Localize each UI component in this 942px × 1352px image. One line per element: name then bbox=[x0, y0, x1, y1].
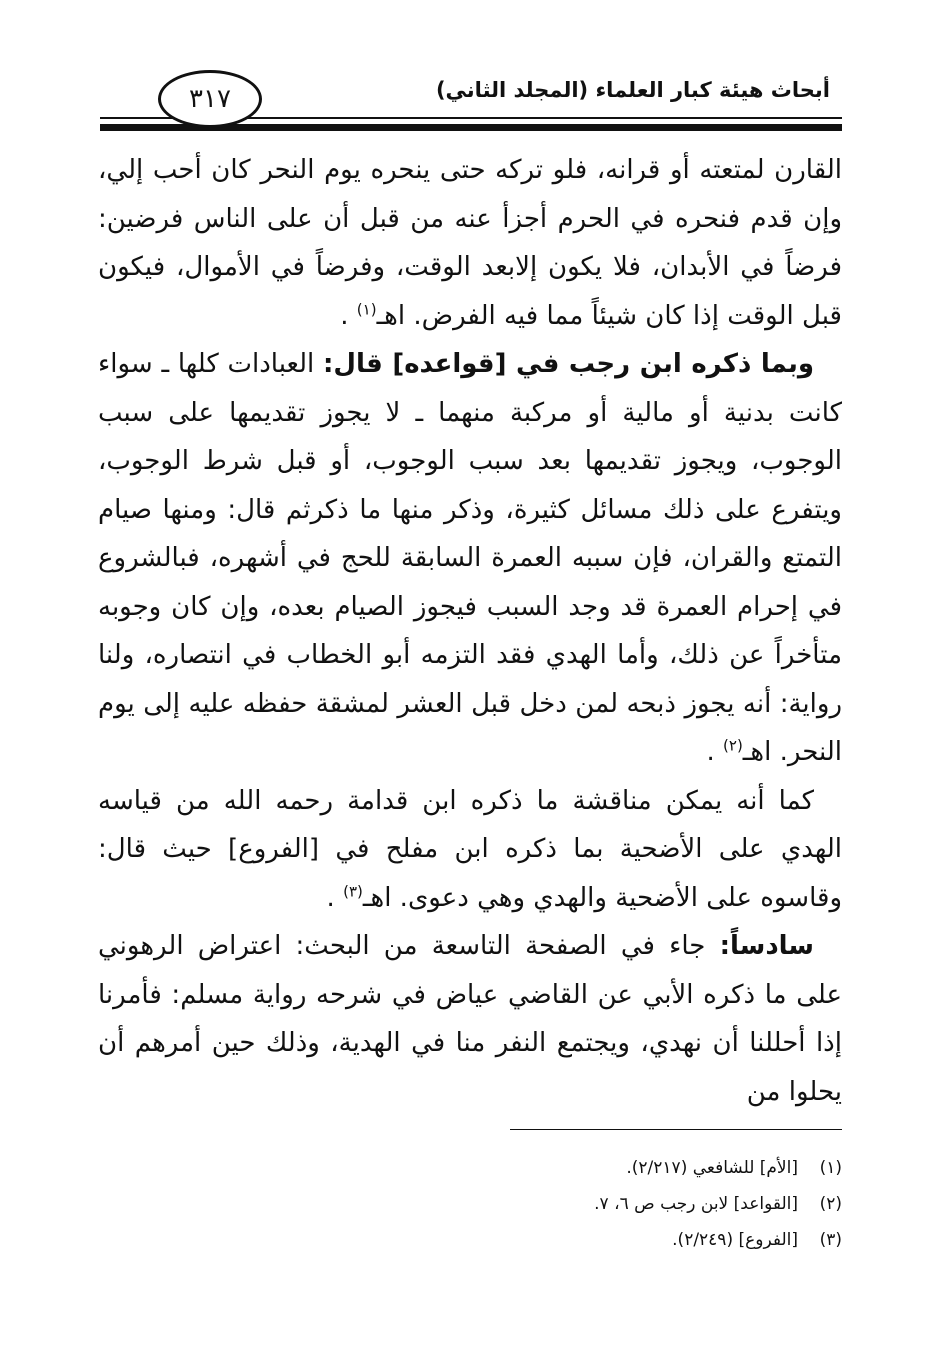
paragraph-2-lead: وبما ذكره ابن رجب في [قواعده] قال: bbox=[323, 349, 815, 379]
footnote-number: (٣) bbox=[819, 1230, 842, 1250]
page-number-badge bbox=[158, 70, 262, 128]
paragraph-3-text: كما أنه يمكن مناقشة ما ذكره ابن قدامة رحمه الله من قياسه الهدي على الأضحية بما ذكره ابن مفلح في [الفروع] حيث قال: وقاسوه على الأضحية والهدي وهي دعوى. اهـ bbox=[98, 785, 842, 913]
footnote-3 bbox=[100, 1222, 842, 1258]
footnote-number: (١) bbox=[819, 1158, 842, 1178]
body-text bbox=[98, 146, 842, 1116]
paragraph-1-text: القارن لمتعته أو قرانه، فلو تركه حتى ينحره يوم النحر كان أحب إلي، وإن قدم فنحره في الحرم أجزأ عنه من قبل أن على الناس فرضين: فرضاً في الأبدان، فلا يكون إلابعد الوقت، وفرضاً في الأموال، فيكون قبل الوقت إذا كان شيئاً مما فيه الفرض. اهـ bbox=[98, 155, 842, 331]
paragraph-2-end: . bbox=[706, 737, 724, 767]
paragraph-1 bbox=[98, 146, 842, 340]
footnote-separator bbox=[510, 1129, 842, 1130]
footnote-number: (٢) bbox=[819, 1194, 842, 1214]
footnotes bbox=[100, 1150, 842, 1258]
footnote-text: [القواعد] لابن رجب ص ٦، ٧. bbox=[594, 1194, 798, 1214]
footnote-text: [الأم] للشافعي (٢/٢١٧). bbox=[626, 1158, 798, 1178]
footnote-ref-1[interactable]: (١) bbox=[356, 299, 377, 318]
paragraph-4 bbox=[98, 922, 842, 1116]
paragraph-2 bbox=[98, 340, 842, 777]
page-number: ٣١٧ bbox=[189, 84, 231, 114]
footnote-text: [الفروع] (٢/٢٤٩). bbox=[672, 1230, 798, 1250]
paragraph-4-text: جاء في الصفحة التاسعة من البحث: اعتراض الرهوني على ما ذكره الأبي عن القاضي عياض في شرحه رواية مسلم: فأمرنا إذا أحللنا أن نهدي، ويجتمع النفر منا في الهدية، وذلك حين أمرهم أن يحلوا من bbox=[98, 931, 842, 1107]
paragraph-3 bbox=[98, 777, 842, 923]
paragraph-2-text: العبادات كلها ـ سواء كانت بدنية أو مالية أو مركبة منهما ـ لا يجوز تقديمها على سبب الوجوب، ويجوز تقديمها بعد سبب الوجوب، أو قبل شرط الوجوب، ويتفرع على ذلك مسائل كثيرة، وذكر منها ما ذكرثم قال: ومنها صيام التمتع والقران، فإن سببه العمرة السابقة للحج في أشهره، فبالشروع في إحرام العمرة قد وجد السبب فيجوز الصيام بعده، وإن كان وجوبه متأخراً عن ذلك، وأما الهدي فقد التزمه أبو الخطاب في انتصاره، ولنا رواية: أنه يجوز ذبحه لمن دخل قبل العشر لمشقة حفظه عليه إلى يوم النحر. اهـ bbox=[98, 349, 842, 767]
footnote-1 bbox=[100, 1150, 842, 1186]
footnote-2 bbox=[100, 1186, 842, 1222]
paragraph-3-end: . bbox=[326, 882, 344, 913]
running-header-title: أبحاث هيئة كبار العلماء (المجلد الثاني) bbox=[435, 78, 830, 102]
footnote-ref-2[interactable]: (٢) bbox=[723, 736, 743, 755]
paragraph-1-end: . bbox=[340, 300, 357, 331]
footnote-ref-3[interactable]: (٣) bbox=[343, 881, 363, 900]
paragraph-4-lead: سادساً: bbox=[719, 931, 814, 961]
